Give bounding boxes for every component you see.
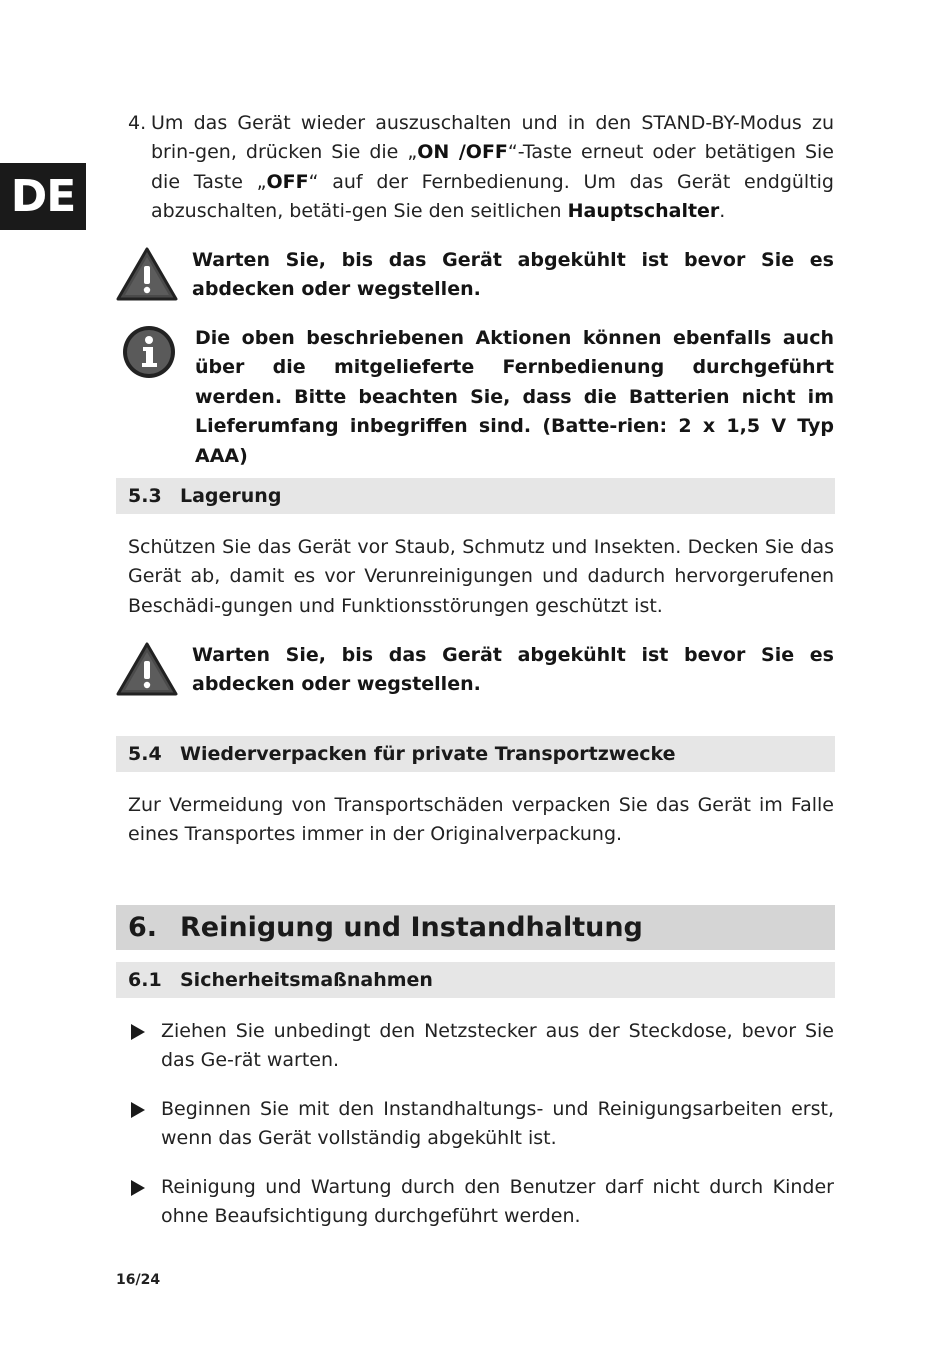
section-title: Wiederverpacken für private Transportzwecke (180, 743, 676, 765)
section-title: Sicherheitsmaßnahmen (180, 969, 433, 991)
section-number: 5.4 (128, 743, 162, 765)
section-5-4-body: Zur Vermeidung von Transportschäden verpacken Sie das Gerät im Falle eines Transportes immer in der Originalverpackung. (128, 794, 834, 846)
section-5-3-heading (116, 478, 835, 514)
chapter-number: 6. (128, 912, 158, 943)
section-number: 6.1 (128, 969, 162, 991)
on-off-key: ON /OFF (417, 141, 508, 164)
info-icon (121, 324, 177, 380)
chapter-title: Reinigung und Instandhaltung (180, 912, 643, 943)
section-5-4-heading (116, 736, 835, 772)
section-5-3-body: Schützen Sie das Gerät vor Staub, Schmutz und Insekten. Decken Sie das Gerät ab, damit es vor Verunreinigungen und dadurch hervorgerufenen Beschädi-gungen und Funktionsstörungen geschützt ist. (128, 536, 834, 617)
section-6-1-heading (116, 962, 835, 998)
warning-text: Warten Sie, bis das Gerät abgekühlt ist bevor Sie es abdecken oder wegstellen. (192, 249, 834, 301)
step-4-text (151, 109, 834, 227)
section-title: Lagerung (180, 485, 282, 507)
off-key: OFF (266, 170, 309, 193)
bullet-arrow-icon (131, 1180, 145, 1196)
page-number: 16/24 (116, 1272, 161, 1288)
bullet-item: Beginnen Sie mit den Instandhaltungs- und Reinigungsarbeiten erst, wenn das Gerät vollständig abgekühlt ist. (161, 1098, 834, 1150)
section-number: 5.3 (128, 485, 162, 507)
step-4-text-part: Um das Gerät wieder auszuschalten und in den STAND-BY-Modus zu brin-gen, drücken Sie die „ (151, 112, 834, 164)
main-switch-label: Hauptschalter (567, 200, 720, 223)
bullet-item: Reinigung und Wartung durch den Benutzer darf nicht durch Kinder ohne Beaufsichtigung durchgeführt werden. (161, 1176, 834, 1228)
bullet-arrow-icon (131, 1102, 145, 1118)
step-4-text-part: “ auf der Fernbedienung. Um das Gerät endgültig abzuschalten, betäti-gen Sie den seitlichen (151, 170, 834, 223)
warning-text: Warten Sie, bis das Gerät abgekühlt ist bevor Sie es abdecken oder wegstellen. (192, 644, 834, 696)
step-4-text-part: “-Taste erneut oder betätigen Sie die Taste „ (151, 141, 834, 193)
warning-icon (115, 641, 179, 697)
step-4-text-part: . (719, 200, 726, 223)
bullet-arrow-icon (131, 1024, 145, 1040)
chapter-6-heading (116, 905, 835, 950)
bullet-item: Ziehen Sie unbedingt den Netzstecker aus der Steckdose, bevor Sie das Ge-rät warten. (161, 1020, 834, 1072)
warning-icon (115, 246, 179, 302)
step-4-number: 4. (128, 112, 147, 134)
info-note-text: Die oben beschriebenen Aktionen können ebenfalls auch über die mitgelieferte Fernbedienung durchgeführt werden. Bitte beachten Sie, dass die Batterien nicht im Lieferumfang inbegriffen sind. (Batte-rien: 2 x 1,5 V Typ AAA) (195, 327, 834, 467)
language-tab: DE (0, 163, 86, 230)
